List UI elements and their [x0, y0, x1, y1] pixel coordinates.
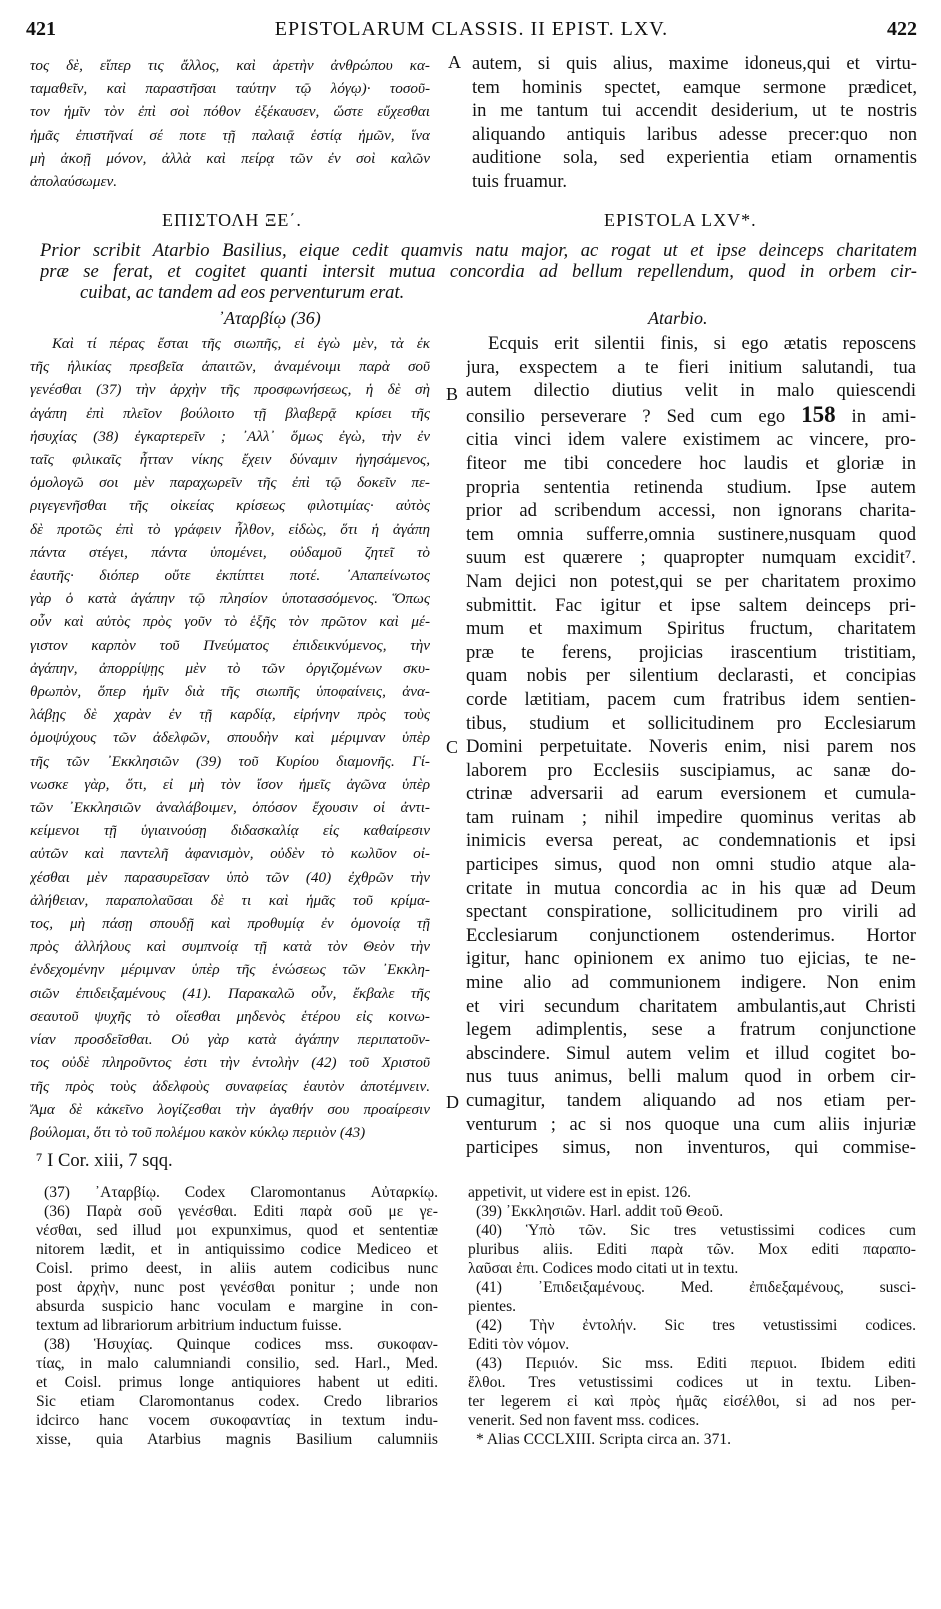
greek-line: ἀγάπην, ἀπορρίψῃς μὲν τὸ τῶν ὀργιζομένων σκυ- — [30, 659, 430, 677]
latin-line: mum et maximum Spiritus fructum, charitatem — [466, 618, 916, 640]
summary-line: præ se ferat, et cogitet quanti intersit mutua concordia ad bellum repellendum, quod in orbem cir- — [40, 261, 917, 282]
latin-line: prior ad scribendum accessi, non ignorans charita- — [466, 500, 916, 522]
latin-line: mine alio ad communionem indigere. Non enim — [466, 972, 916, 994]
greek-line: πάντα στέγει, πάντα ὑπομένει, οὐδαμοῦ ζητεῖ τὸ — [30, 543, 430, 561]
page-number-left: 421 — [26, 18, 56, 40]
margin-letter-b: B — [446, 384, 459, 404]
latin-line: in me tantum tui accendit desiderium, ut te nostris — [472, 100, 917, 122]
greek-line: τῆς πρὸς τοὺς ἀδελφοὺς συναφείας ἑαυτὸν ἀποτέμνειν. — [30, 1077, 430, 1095]
scripture-footnote: ⁷ I Cor. xiii, 7 sqq. — [36, 1150, 173, 1171]
greek-line: ἀγάπη ἐπὶ πλεῖον βούλοιτο τῇ βλαβερᾷ κρίσει τῆς — [30, 404, 430, 422]
latin-line: venturum ; ac si nos quoque una cum aliis injuriæ — [466, 1113, 916, 1135]
greek-line: αὐτῶν καὶ παντελῆ ἀφανισμὸν, οὐδὲν τὸ κωλῦον οἰ- — [30, 845, 430, 863]
note-line: (40) Ὑπὸ τῶν. Sic tres vetustissimi codices cum — [476, 1222, 916, 1239]
note-line: (36) Παρὰ σοῦ γενέσθαι. Editi παρὰ σοῦ με γε- — [44, 1203, 438, 1220]
greek-line: τῶν ᾿Εκκλησιῶν ἀναλάβοιμεν, ὁπόσον ἔχουσιν οἱ ἀντι- — [30, 799, 430, 817]
latin-line: nus tuus animus, belli malum quod in orbem cir- — [466, 1066, 916, 1088]
note-line: Editi τὸν νόμον. — [468, 1336, 570, 1353]
latin-line: cumagitur, tandem aliquando ad nos etiam per- — [466, 1090, 916, 1111]
greek-line: θρωπὸν, ὅπερ ἡμῖν διὰ τῆς σιωπῆς ὑποφαίνεις, ἀνα- — [30, 683, 430, 701]
greek-line: λάβῃς δὲ χαρὰν ἐν τῇ καρδίᾳ, εἰρήνην πρὸς τοὺς — [30, 706, 430, 724]
greek-line: ἑαυτῆς· διόπερ οὔτε ἐκπίπτει ποτέ. ᾿Απαπείνωτος — [30, 567, 430, 585]
latin-line: legem adimplentis, sese a fratrum conjunctione — [466, 1019, 916, 1041]
margin-letter-a: A — [448, 52, 461, 72]
latin-body-column — [466, 332, 916, 1160]
running-title: EPISTOLARUM CLASSIS. II EPIST. LXV. — [274, 18, 669, 40]
greek-line: μὴ ἀκοῇ μόνον, ἀλλὰ καὶ πείρᾳ τῶν ἐν σοὶ καλῶν — [30, 149, 430, 167]
latin-line: participes simus, quod non omni studio atque ala- — [466, 854, 916, 876]
margin-letter-d: D — [446, 1092, 459, 1112]
notes-left-column — [36, 1183, 438, 1449]
latin-line: ctrinæ adversarii ad earum eversionem et cumula- — [466, 783, 916, 805]
note-line: (43) Περιιόν. Sic mss. Editi περιιοι. Ibidem editi — [476, 1355, 916, 1372]
column-number-marker: 158 — [801, 402, 836, 427]
note-line: * Alias CCCLXIII. Scripta circa an. 371. — [476, 1431, 732, 1448]
latin-line: tuis fruamur. — [472, 170, 568, 192]
latin-line: præ te ferens, projicias irascentium tristitiam, — [466, 641, 916, 663]
greek-line: σιῶν ἐπιδειξαμένους (41). Παρακαλῶ οὖν, ἔκβαλε τῆς — [30, 984, 430, 1002]
latin-line: et viri secundum charitatem ambulantis,aut Christi — [466, 995, 916, 1017]
latin-line: aliquando antiquis laribus adesse precer:quo non — [472, 123, 917, 145]
latin-line: autem dilectio diutius velit in malo quiescendi — [466, 380, 916, 402]
latin-line: critate in mutua concordia ac in his quæ ad Deum — [466, 877, 916, 899]
note-line: pluribus aliis. Editi παρὰ τῶν. Mox editi παραπο- — [468, 1241, 916, 1258]
greek-line: τος, μὴ πάσῃ σπουδῇ καὶ προθυμίᾳ ἐν ὁμονοίᾳ τῇ — [30, 915, 430, 933]
latin-line-text: consilio perseverare ? Sed cum ego — [466, 405, 786, 427]
greek-line: ἀπολαύσωμεν. — [30, 173, 118, 191]
note-line: pientes. — [468, 1298, 517, 1315]
note-line: (41) ᾿Επιδειξαμένους. Med. ἐπιδεξαμένους, susci- — [476, 1279, 916, 1296]
greek-line: Καὶ τί πέρας ἔσται τῆς σιωπῆς, εἰ ἐγὼ μὲν, τὰ ἐκ — [52, 335, 430, 352]
note-line: (38) Ἡσυχίας. Quinque codices mss. συκοφαν- — [44, 1336, 438, 1353]
latin-line: submittit. Fac igitur et ipse saltem deinceps pri- — [466, 594, 916, 616]
addressee-latin: Atarbio. — [648, 308, 708, 328]
greek-line: γὰρ ὁ κατὰ ἀγάπην τῷ πλησίον ὑποτασσόμενος. Ὅπως — [30, 590, 430, 608]
greek-line: νωσκε γὰρ, ὅτι, εἰ μὴ τὸν ἴσον ἡμεῖς ἀγῶνα ὑπὲρ — [30, 775, 430, 793]
greek-line: χέσθαι μὲν παρασυρεῖσαν ὑπὸ τῶν (40) ἐχθρῶν τὴν — [30, 868, 430, 886]
note-line: idcirco hanc vocem συκοφαντίας in textum indu- — [36, 1412, 438, 1429]
note-line: et Coisl. primus longe antiquiores habent ut editi. — [36, 1374, 438, 1391]
greek-line: σεαυτοῦ ψυχῆς τὸ οἴεσθαι μηδενὸς ἑτέρου εἰς κοινω- — [30, 1007, 430, 1025]
greek-line: τῆς τῶν ᾿Εκκλησιῶν (39) τοῦ Κυρίου διαμονῆς. Γί- — [30, 752, 430, 770]
note-line: xisse, quia Atarbius magnis Basilium calumniis — [36, 1431, 438, 1448]
latin-line: quam nobis per silentium declarasti, et concipias — [466, 665, 916, 687]
note-line: Coisl. primo deest, in aliis autem codicibus nunc — [36, 1260, 438, 1277]
greek-line: ἀλήθειαν, παραπολαῦσαι δὲ τι καὶ ἡμᾶς τοῦ κρίμα- — [30, 891, 430, 909]
greek-line: δὲ προτῶς ἐπὶ τὸ γράφειν ἦλθον, εἰδὼς, ὅτι ἡ ἀγάπη — [30, 520, 430, 538]
note-line: textum ad librariorum arbitrium inductum fuisse. — [36, 1317, 342, 1334]
latin-line-with-page-marker — [466, 403, 916, 429]
greek-line: ἡσυχίας (38) ἐγκαρτερεῖν ; ᾿Αλλ᾿ ὅμως ἐγὼ, τὴν ἐν — [30, 427, 430, 445]
greek-line: τῆς ἡλικίας πρεσβεῖα ἀπαιτῶν, ἀναμένοιμι παρὰ σοῦ — [30, 358, 430, 376]
latin-line: tibus, studium et sollicitudinem pro Ecclesiarum — [466, 712, 916, 734]
note-line: Sic etiam Claromontanus codex. Credo librarios — [36, 1393, 438, 1410]
top-greek-column — [30, 54, 430, 193]
greek-line: πρὸς ἀλλήλους καὶ συμπνοίᾳ τῇ κατὰ τὸν Θεὸν τὴν — [30, 938, 430, 956]
greek-line: γενέσθαι (37) τὴν ἀρχὴν τῆς προσφωνήσεως, ἡ δὲ σὴ — [30, 381, 430, 399]
latin-line: auditione sola, sed experientia etiam ornamentis — [472, 147, 917, 169]
latin-line: Ecquis erit silentii finis, si ego ætatis reposcens — [488, 333, 916, 354]
greek-line: ταῖς φιλικαῖς ἧτταν νίκης ἔχειν δύναμιν ἡγησάμενος, — [30, 451, 430, 469]
greek-line: τος δὲ, εἴπερ τις ἄλλος, καὶ ἀρετὴν ἀνθρώπου κα- — [30, 57, 430, 74]
latin-line: Nam dejici non potest,qui se per charitatem proximo — [466, 570, 916, 592]
note-line: post ἀρχὴν, nunc post γενέσθαι ponitur ; unde non — [36, 1279, 438, 1296]
note-line: ἔλθοι. Tres vetustissimi codices ut in textu. Liben- — [468, 1374, 916, 1391]
note-line: appetivit, ut videre est in epist. 126. — [468, 1184, 692, 1201]
greek-line: οὖν καὶ αὐτὸς πρὸς γοῦν τὸ ἑξῆς τὸν πρῶτον καὶ μέ- — [30, 613, 430, 631]
latin-line-tail: in ami- — [851, 405, 916, 427]
note-line: νέσθαι, sed illud μοι expunximus, quod et sententiæ — [36, 1222, 438, 1239]
summary-line: cuibat, ac tandem ad eos perventurum erat. — [80, 282, 405, 303]
note-line: τίας, in malo calumniandi consilio, sed. Harl., Med. — [36, 1355, 438, 1372]
note-line: ter legerem εἰ καὶ πρὸς ἡμᾶς εἰσέλθοι, si ad nos per- — [468, 1393, 916, 1410]
greek-line: γιστον καρπὸν τοῦ Πνεύματος ἐπιδεικνύμενος, τὴν — [30, 636, 430, 654]
latin-line: Ecclesiarum conjunctionem ostenderimus. Hortor — [466, 924, 916, 946]
note-line: (39) ᾿Εκκλησιῶν. Harl. addit τοῦ Θεοῦ. — [476, 1203, 724, 1220]
latin-line: citia vinci idem valere existimem ac vincere, pro- — [466, 429, 916, 451]
greek-line: ὁμολογῶ σοι μὲν παραχωρεῖν τῆς ἐπὶ τῷ δοκεῖν πε- — [30, 474, 430, 492]
latin-line: propria sententia retinenda studium. Ipse autem — [466, 476, 916, 498]
greek-line: ἐνδεχομένην μέριμναν ὑπὲρ τῆς ἑνώσεως τῶν ᾿Εκκλη- — [30, 961, 430, 979]
heading-latin: EPISTOLA LXV*. — [604, 210, 757, 230]
margin-letter-c: C — [446, 737, 459, 757]
greek-line: ἡμᾶς ἐπιστῆναί σέ ποτε τῇ παλαιᾷ ἑστίᾳ ἡμῶν, ἵνα — [30, 126, 430, 144]
latin-line: abscindere. Simul autem velim et illud cogitet bo- — [466, 1042, 916, 1064]
notes-right-column — [468, 1183, 916, 1449]
greek-line: ριγεγενῆσθαι τῆς οἰκείας κρίσεως φιλοτιμίας· αὐτὸς — [30, 497, 430, 515]
top-latin-column — [472, 52, 917, 194]
heading-greek: ΕΠΙΣΤΟΛΗ ΞΕ΄. — [162, 210, 302, 230]
note-line: nitorem lædit, et in antiquissimo codice Mediceo et — [36, 1241, 438, 1258]
greek-line: ὁμοψύχους τῶν ἀδελφῶν, σπουδὴν καὶ μέριμναν ὑπὲρ — [30, 729, 430, 747]
latin-line: fiteor me tibi concedere hoc laudis et gloriæ in — [466, 452, 916, 474]
note-line: (42) Τὴν ἐντολήν. Sic tres vetustissimi codices. — [476, 1317, 916, 1334]
latin-line: participes simus, non inventuros, qui commise- — [466, 1137, 916, 1159]
latin-line: corde lætitiam, pacem cum fratribus idem sentien- — [466, 688, 916, 710]
latin-line: igitur, hanc opinionem ex animo tuo ejicias, te ne- — [466, 948, 916, 970]
greek-body-column — [30, 332, 430, 1144]
latin-line: suum est quærere ; quapropter numquam excidit⁷. — [466, 547, 916, 569]
greek-line: τος οὐδὲ πληροῦντος ἐστι τὴν ἐντολὴν (42) τοῦ Χριστοῦ — [30, 1054, 430, 1072]
running-header — [26, 18, 917, 46]
summary-line: Prior scribit Atarbio Basilius, eique cedit quamvis natu major, ac rogat ut et ipse deinceps charitatem — [40, 240, 917, 261]
latin-line: inimicis eversa pereat, ac condemnationis et ipsi — [466, 830, 916, 852]
addressee-greek: ᾿Αταρβίῳ (36) — [218, 308, 321, 328]
greek-line: κείμενοι τῇ ὑγιαινούσῃ διδασκαλίᾳ εἰς καθαίρεσιν — [30, 822, 430, 840]
note-line: (37) ᾿Αταρβίῳ. Codex Claromontanus Αὐταρκίῳ. — [44, 1184, 438, 1201]
note-line: λαῦσαι ἐπι. Codices modo citati ut in textu. — [468, 1260, 739, 1277]
note-line: venerit. Sed non favent mss. codices. — [468, 1412, 700, 1429]
greek-line: τον ἡμῖν τὸν ἐπὶ σοὶ πόθον ἐξέκαυσεν, ὥστε εὔχεσθαι — [30, 103, 430, 121]
latin-line: Domini perpetuitate. Noveris enim, nisi parem nos — [466, 736, 916, 758]
greek-line: βούλομαι, ὅτι τὸ τοῦ πολέμου κακὸν κύκλῳ περιιὸν (43) — [30, 1123, 366, 1141]
latin-line: laborem pro Ecclesiis suscipiamus, ac sanæ do- — [466, 759, 916, 781]
greek-line: νίαν προσδεῖσθαι. Οὐ γὰρ κατὰ ἀγάπην περιπατοῦν- — [30, 1031, 430, 1049]
latin-line: spectant conspiratione, sollicitudinem pro virili ad — [466, 901, 916, 923]
greek-line: Ἅμα δὲ κἀκεῖνο λογίζεσθαι τὴν ἀγαθήν σου προαίρεσιν — [30, 1100, 430, 1118]
greek-line: ταμαθεῖν, καὶ παραστῆσαι ταύτην τῷ λόγῳ)· τοσοῦ- — [30, 80, 430, 98]
latin-line: autem, si quis alius, maxime idoneus,qui et virtu- — [472, 53, 917, 74]
latin-line: tam ruinam ; nihil impedire quominus veritas ab — [466, 806, 916, 828]
latin-line: jura, exspectem a te fieri initium salutandi, tua — [466, 356, 916, 378]
latin-line: tem omnia sufferre,omnia sustinere,nusquam quod — [466, 523, 916, 545]
page-number-right: 422 — [887, 18, 917, 40]
latin-line: tem hominis spectet, eamque sermone prædicet, — [472, 76, 917, 98]
note-line: absurda suspicio hanc voculam e margine in con- — [36, 1298, 438, 1315]
epistle-summary — [40, 240, 917, 303]
